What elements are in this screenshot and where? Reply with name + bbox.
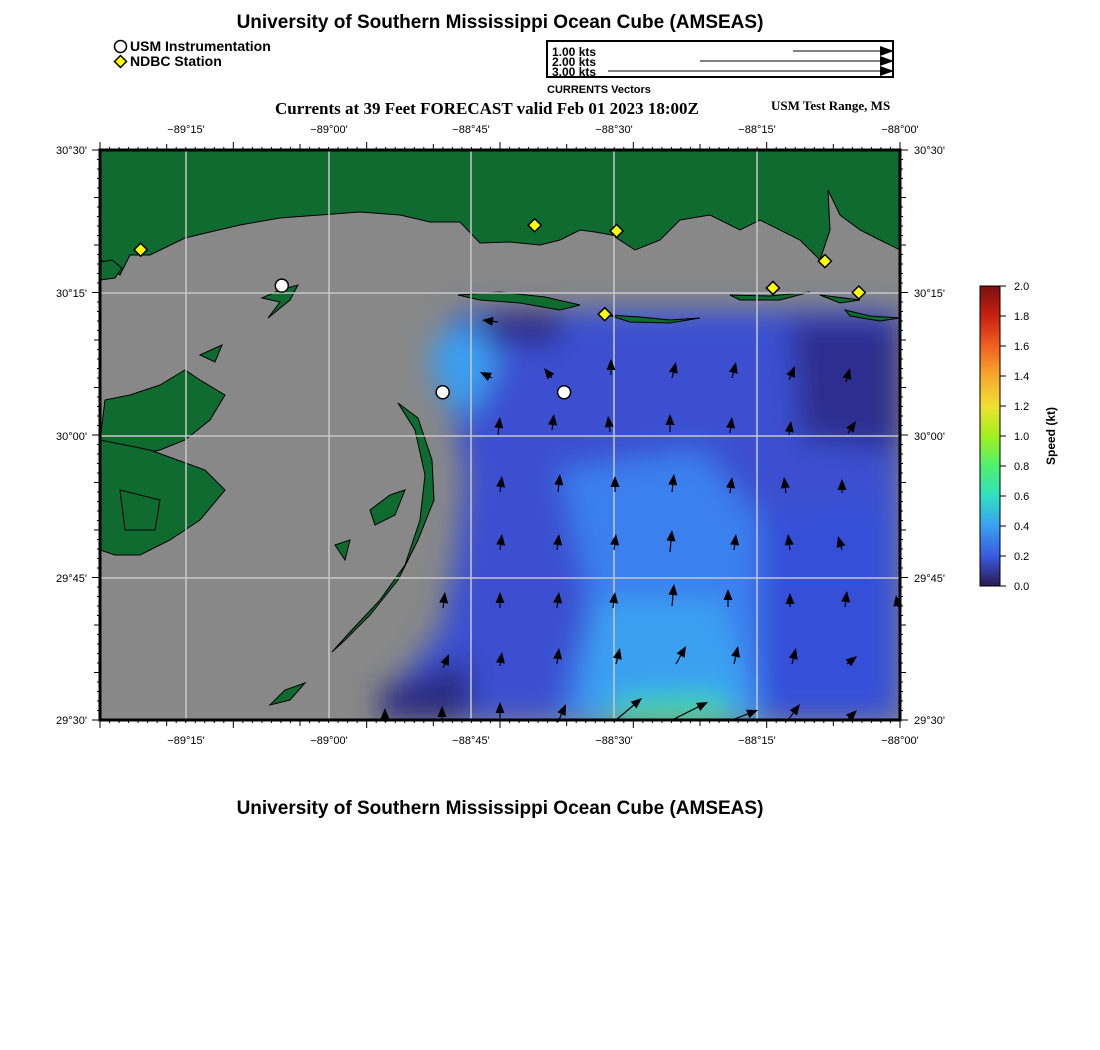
lon-label-top: −88°45' — [452, 124, 490, 136]
lat-label-right: 29°45' — [914, 573, 945, 585]
colorbar-tick-label: 0.8 — [1014, 461, 1030, 473]
vector-shaft — [730, 488, 731, 493]
lon-label-bottom: −89°00' — [310, 735, 348, 747]
usm-instrument-marker — [275, 279, 288, 292]
vector-shaft — [845, 602, 846, 607]
vector-shaft — [734, 545, 735, 550]
vector-shaft — [493, 321, 498, 322]
vector-key-title: CURRENTS Vectors — [547, 84, 651, 96]
vector-shaft — [557, 659, 558, 664]
lon-label-bottom: −88°00' — [881, 735, 919, 747]
usm-instrument-marker — [558, 386, 571, 399]
vector-shaft — [730, 428, 731, 433]
lon-label-top: −88°00' — [881, 124, 919, 136]
colorbar-tick-label: 0.2 — [1014, 551, 1030, 563]
lat-labels-right — [914, 145, 945, 727]
region-label: USM Test Range, MS — [771, 98, 891, 113]
vector-key-label-2: 2.00 kts — [552, 55, 597, 69]
lat-label-right: 30°30' — [914, 145, 945, 157]
colorbar-tick-label: 1.0 — [1014, 431, 1030, 443]
vector-shaft — [443, 603, 444, 608]
vector-shaft — [558, 485, 559, 492]
lon-label-top: −89°15' — [167, 124, 205, 136]
colorbar-tick-label: 1.8 — [1014, 311, 1030, 323]
vector-shaft — [789, 545, 790, 550]
vector-key-label-1: 1.00 kts — [552, 45, 597, 59]
map-subtitle: Currents at 39 Feet FORECAST valid Feb 01 2023 18:00Z — [275, 99, 699, 118]
colorbar-tick-label: 0.4 — [1014, 521, 1030, 533]
lat-label-left: 30°00' — [56, 431, 87, 443]
lat-label-left: 30°15' — [56, 288, 87, 300]
colorbar-tick-label: 1.4 — [1014, 371, 1030, 383]
vector-shaft — [500, 487, 501, 492]
lat-label-left: 30°30' — [56, 145, 87, 157]
vector-shaft — [613, 603, 614, 608]
vector-shaft — [498, 428, 499, 435]
lon-label-bottom: −89°15' — [167, 735, 205, 747]
lon-label-bottom: −88°30' — [595, 735, 633, 747]
lat-label-left: 29°30' — [56, 715, 87, 727]
bottom-title: University of Southern Mississippi Ocean Cube (AMSEAS) — [236, 798, 764, 819]
lon-label-bottom: −88°15' — [738, 735, 776, 747]
legend-ndbc-label: NDBC Station — [130, 53, 222, 69]
vector-shaft — [614, 545, 615, 550]
colorbar-ramp — [980, 286, 1000, 586]
vector-shaft — [785, 488, 786, 493]
lat-label-right: 29°30' — [914, 715, 945, 727]
lon-label-top: −88°30' — [595, 124, 633, 136]
lat-label-right: 30°15' — [914, 288, 945, 300]
vector-shaft — [609, 427, 610, 432]
colorbar-tick-label: 2.0 — [1014, 281, 1030, 293]
lat-label-right: 30°00' — [914, 431, 945, 443]
colorbar-ticks — [1000, 281, 1029, 593]
colorbar-tick-label: 0.0 — [1014, 581, 1030, 593]
vector-shaft — [557, 603, 558, 608]
vector-shaft — [557, 545, 558, 550]
colorbar-tick-label: 1.2 — [1014, 401, 1030, 413]
vector-shaft — [672, 485, 673, 492]
lon-label-bottom: −88°45' — [452, 735, 490, 747]
lat-labels-left — [56, 145, 87, 727]
colorbar — [980, 281, 1058, 593]
legend-usm-label: USM Instrumentation — [130, 38, 271, 54]
top-title: University of Southern Mississippi Ocean Cube (AMSEAS) — [236, 12, 764, 33]
colorbar-tick-label: 1.6 — [1014, 341, 1030, 353]
vector-shaft — [500, 545, 501, 550]
colorbar-label: Speed (kt) — [1044, 406, 1058, 466]
colorbar-tick-label: 0.6 — [1014, 491, 1030, 503]
lon-labels-bottom — [167, 735, 918, 747]
vector-shaft — [552, 425, 553, 430]
lon-label-top: −89°00' — [310, 124, 348, 136]
lon-label-top: −88°15' — [738, 124, 776, 136]
lat-label-left: 29°45' — [56, 573, 87, 585]
usm-instrument-marker — [436, 386, 449, 399]
vector-key-label-3: 3.00 kts — [552, 65, 597, 79]
lon-labels-top — [167, 124, 918, 136]
